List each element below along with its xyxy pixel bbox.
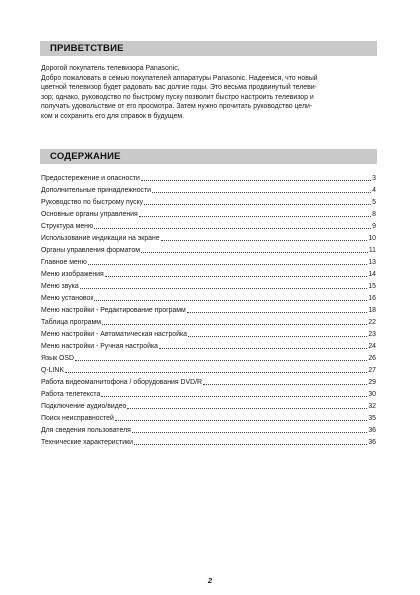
toc-entry-page: 8 xyxy=(372,211,376,218)
welcome-body-line: зор; однако, руководство по быстрому пуску позволит быстро настроить телевизор и xyxy=(41,93,314,101)
toc-dot-leader xyxy=(139,215,371,217)
toc-entry-page: 24 xyxy=(368,343,376,350)
toc-dot-leader xyxy=(161,239,368,241)
toc-entry xyxy=(41,315,376,327)
toc-entry-title: Меню настройки - Редактирование программ xyxy=(41,307,186,314)
welcome-text xyxy=(41,64,377,121)
toc-dot-leader xyxy=(94,299,367,301)
toc-entry xyxy=(41,255,376,267)
toc-entry xyxy=(41,267,376,279)
toc-entry xyxy=(41,243,376,255)
toc-entry-page: 5 xyxy=(372,199,376,206)
toc-entry xyxy=(41,327,376,339)
welcome-body xyxy=(41,74,377,122)
toc-entry xyxy=(41,219,376,231)
toc-dot-leader xyxy=(203,383,367,385)
toc-entry-page: 32 xyxy=(368,403,376,410)
toc-entry-title: Основные органы управления xyxy=(41,211,138,218)
toc-entry xyxy=(41,363,376,375)
toc-entry-page: 16 xyxy=(368,295,376,302)
toc-entry-page: 14 xyxy=(368,271,376,278)
page-number: 2 xyxy=(207,576,213,585)
toc-entry-page: 27 xyxy=(368,367,376,374)
toc-entry-title: Работа телетекста xyxy=(41,391,101,398)
welcome-body-line: ком и сохранить его для справок в будущем. xyxy=(41,112,184,120)
toc-entry-page: 3 xyxy=(372,175,376,182)
welcome-body-line: Добро пожаловать в семью покупателей аппаратуры Panasonic. Надеемся, что новый xyxy=(41,74,318,82)
toc-entry-page: 26 xyxy=(368,355,376,362)
toc-entry-page: 22 xyxy=(368,319,376,326)
toc-entry xyxy=(41,303,376,315)
toc-entry-title: Меню настройки - Автоматическая настройка xyxy=(41,331,187,338)
toc-entry xyxy=(41,291,376,303)
toc-entry-title: Таблица программ xyxy=(41,319,101,326)
toc-entry-title: Органы управления форматом xyxy=(41,247,140,254)
toc-dot-leader xyxy=(127,407,367,409)
toc-entry-title: Язык OSD xyxy=(41,355,74,362)
toc-entry xyxy=(41,411,376,423)
toc-dot-leader xyxy=(187,311,368,313)
toc-dot-leader xyxy=(188,335,367,337)
toc-entry-title: Q-LINK xyxy=(41,367,64,374)
toc-entry-page: 9 xyxy=(372,223,376,230)
toc-entry-page: 35 xyxy=(368,415,376,422)
toc-entry xyxy=(41,399,376,411)
toc-dot-leader xyxy=(94,227,371,229)
toc-entry-page: 23 xyxy=(368,331,376,338)
toc-entry xyxy=(41,339,376,351)
toc-entry-title: Поиск неисправностей xyxy=(41,415,114,422)
toc-entry-title: Меню изображения xyxy=(41,271,104,278)
table-of-contents xyxy=(41,171,376,447)
toc-dot-leader xyxy=(141,251,368,253)
toc-entry-title: Меню настройки - Ручная настройка xyxy=(41,343,158,350)
toc-entry xyxy=(41,171,376,183)
toc-dot-leader xyxy=(144,203,371,205)
toc-dot-leader xyxy=(101,395,367,397)
toc-entry xyxy=(41,351,376,363)
toc-entry-title: Технические характеристики xyxy=(41,439,133,446)
toc-entry xyxy=(41,387,376,399)
toc-entry-page: 29 xyxy=(368,379,376,386)
welcome-body-line: цветной телевизор будет радовать вас долгие годы. Это весьма продвинутый телеви- xyxy=(41,84,317,91)
toc-dot-leader xyxy=(75,359,367,361)
toc-dot-leader xyxy=(102,323,367,325)
welcome-salutation: Дорогой покупатель телевизора Panasonic, xyxy=(41,65,180,72)
toc-entry-title: Предостережение и опасности xyxy=(41,175,140,182)
toc-entry-page: 36 xyxy=(368,427,376,434)
toc-entry-title: Руководство по быстрому пуску xyxy=(41,199,144,206)
toc-entry-title: Для сведения пользователя xyxy=(41,427,131,434)
toc-entry xyxy=(41,375,376,387)
toc-entry xyxy=(41,183,376,195)
toc-dot-leader xyxy=(132,431,367,433)
toc-dot-leader xyxy=(105,275,368,277)
toc-dot-leader xyxy=(159,347,367,349)
toc-entry-title: Использование индикации на экране xyxy=(41,235,160,242)
welcome-body-line: получать удовольствие от его просмотра. Затем нужно прочитать руководство цели- xyxy=(41,103,313,110)
toc-entry-page: 11 xyxy=(368,247,376,254)
contents-heading: СОДЕРЖАНИЕ xyxy=(40,149,377,164)
toc-dot-leader xyxy=(115,419,367,421)
toc-entry-title: Меню установок xyxy=(41,295,94,302)
toc-entry-page: 10 xyxy=(368,235,376,242)
toc-entry-title: Дополнительные принадлежности xyxy=(41,187,152,194)
toc-dot-leader xyxy=(152,191,371,193)
toc-entry-page: 15 xyxy=(368,283,376,290)
toc-entry-title: Подключение аудио/видео xyxy=(41,403,127,410)
toc-entry xyxy=(41,435,376,447)
toc-dot-leader xyxy=(134,443,367,445)
toc-dot-leader xyxy=(88,263,368,265)
toc-entry xyxy=(41,207,376,219)
toc-entry-title: Меню звука xyxy=(41,283,79,290)
toc-dot-leader xyxy=(80,287,368,289)
toc-entry-title: Работа видеомагнитофона / оборудования DVD/R xyxy=(41,379,202,386)
toc-entry xyxy=(41,195,376,207)
toc-entry-page: 13 xyxy=(368,259,376,266)
toc-entry-title: Главное меню xyxy=(41,259,87,266)
welcome-heading: ПРИВЕТСТВИЕ xyxy=(40,41,377,56)
toc-entry-page: 4 xyxy=(372,187,376,194)
toc-dot-leader xyxy=(65,371,367,373)
toc-entry xyxy=(41,423,376,435)
toc-entry-page: 30 xyxy=(368,391,376,398)
toc-entry xyxy=(41,279,376,291)
toc-entry xyxy=(41,231,376,243)
toc-entry-page: 36 xyxy=(368,439,376,446)
toc-dot-leader xyxy=(141,179,371,181)
toc-entry-page: 18 xyxy=(368,307,376,314)
toc-entry-title: Структура меню xyxy=(41,223,94,230)
